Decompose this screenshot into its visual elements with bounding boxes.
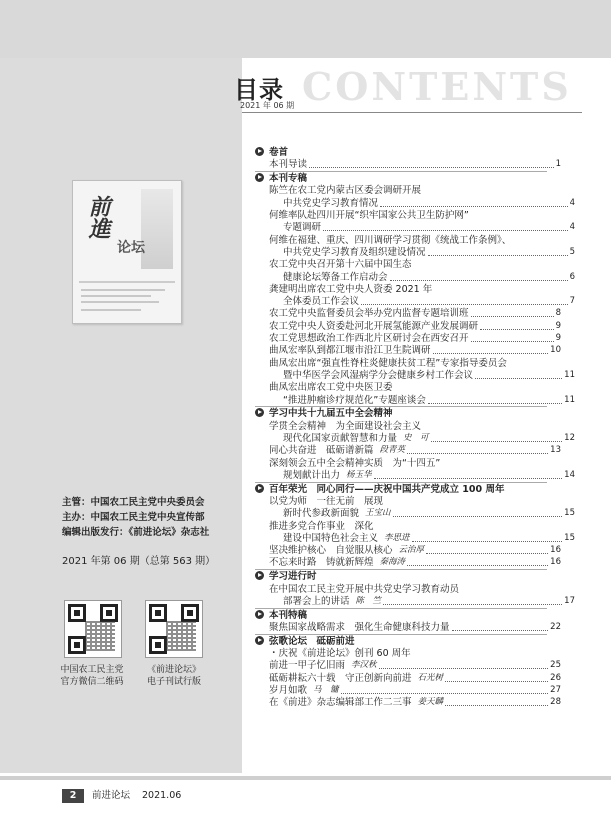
- entry-title: 曲凤宏出席农工党中央医卫委: [269, 382, 393, 394]
- entry-title: 中共党史学习教育及组织建设情况: [283, 246, 426, 258]
- toc-entry-line: [255, 184, 561, 197]
- ejournal-qr-caption: 《前进论坛》 电子刊试行版: [146, 665, 201, 687]
- dot-leader: [383, 595, 562, 605]
- entry-page-number: 26: [550, 672, 561, 683]
- entry-title: 农工党思想政治工作西北片区研讨会在西安召开: [269, 333, 469, 344]
- dot-leader: [475, 369, 562, 379]
- entry-author: 王宝山: [365, 508, 391, 519]
- entry-author: 马 镛: [313, 684, 339, 695]
- toc-entry[interactable]: [255, 394, 575, 407]
- entry-title: 现代化国家贡献智慧和力量: [283, 432, 398, 444]
- entry-title: 陈竺在农工党内蒙古区委会调研开展: [269, 185, 422, 197]
- toc-entry-line: [255, 495, 561, 508]
- toc-entry-line: [255, 258, 561, 271]
- entry-page-number: 4: [569, 222, 575, 233]
- entry-title: 前进一甲子忆旧雨: [269, 660, 346, 672]
- entry-page-number: 14: [564, 469, 575, 480]
- dot-leader: [445, 672, 548, 682]
- entry-page-number: 15: [564, 508, 575, 519]
- toc-entry[interactable]: [255, 544, 561, 557]
- entry-page-number: 9: [555, 320, 561, 331]
- entry-page-number: 9: [555, 333, 561, 343]
- entry-author: 杨玉华: [346, 469, 372, 480]
- toc-entry[interactable]: [255, 320, 561, 333]
- toc-section-heading: [255, 146, 547, 159]
- toc-entry[interactable]: [255, 696, 561, 709]
- entry-page-number: 6: [569, 271, 575, 282]
- entry-author: 秦海涛: [379, 557, 406, 568]
- top-band: [0, 0, 611, 58]
- entry-title: 不忘来时路 铸就新辉煌: [269, 557, 374, 569]
- dot-leader: [361, 295, 568, 305]
- toc-entry[interactable]: [255, 158, 561, 171]
- dot-leader: [431, 432, 563, 442]
- entry-title: 曲凤宏出席“强直性脊柱炎健康扶贫工程”专家指导委员会: [269, 357, 507, 369]
- entry-title: 本刊导读: [269, 159, 308, 171]
- toc-entry[interactable]: [255, 659, 561, 672]
- entry-title: 在《前进》杂志编辑部工作二三事: [269, 697, 412, 709]
- toc-section-heading: [255, 172, 547, 185]
- entry-title: 部署会上的讲话: [283, 595, 350, 607]
- dot-leader: [323, 221, 568, 231]
- entry-title: 学贯全会精神 为全面建设社会主义: [269, 420, 422, 432]
- entry-page-number: 8: [555, 308, 561, 319]
- entry-title: 推进多党合作事业 深化: [269, 520, 374, 532]
- contents-title-zh: 目录: [234, 76, 284, 104]
- toc-section-heading: [255, 635, 547, 648]
- section-arrow-icon: [255, 636, 264, 645]
- dot-leader: [341, 684, 549, 694]
- entry-page-number: 16: [550, 545, 561, 556]
- entry-author: 石光树: [417, 672, 444, 683]
- entry-page-number: 13: [550, 445, 561, 456]
- dot-leader: [393, 507, 563, 517]
- entry-author: 史 可: [403, 432, 429, 443]
- dot-leader: [452, 621, 549, 631]
- toc-entry-line: [255, 381, 561, 394]
- toc-entry[interactable]: [255, 621, 561, 634]
- ejournal-qr-code: [145, 600, 203, 658]
- dot-leader: [407, 556, 548, 566]
- title-divider: [242, 112, 582, 113]
- toc-entry-line: [255, 209, 561, 222]
- toc-section-heading: [255, 483, 547, 496]
- toc-entry[interactable]: [255, 307, 561, 320]
- toc-entry-line: [255, 283, 561, 296]
- cover-logo-sub: 论坛: [117, 240, 145, 256]
- toc-entry-line: [255, 583, 561, 596]
- toc-entry[interactable]: [255, 369, 575, 382]
- issue-label: 2021 年 06 期: [240, 101, 295, 110]
- wechat-qr-caption: 中国农工民主党 官方微信二维码: [60, 665, 124, 687]
- toc-entry-line: [255, 420, 561, 433]
- entry-title: ・庆祝《前进论坛》创刊 60 周年: [269, 648, 411, 659]
- entry-title: 暨中华医学会风湿病学分会健康乡村工作会议: [283, 369, 474, 381]
- entry-title: 坚决维护核心 自觉服从核心: [269, 545, 393, 557]
- entry-page-number: 28: [550, 697, 561, 708]
- entry-title: 农工党中央监督委员会举办党内监督专题培训班: [269, 308, 469, 320]
- dot-leader: [374, 469, 563, 479]
- dot-leader: [426, 544, 548, 554]
- toc-entry[interactable]: [255, 271, 575, 284]
- entry-title: 砥砺耕耘六十载 守正创新向前进: [269, 672, 412, 684]
- toc-entry[interactable]: [255, 595, 575, 608]
- dot-leader: [428, 394, 562, 404]
- toc-entry[interactable]: [255, 444, 561, 457]
- toc-entry[interactable]: [255, 432, 575, 445]
- entry-page-number: 15: [564, 532, 575, 543]
- wechat-qr-code: [64, 600, 122, 658]
- toc-entry[interactable]: [255, 672, 561, 685]
- dot-leader: [390, 271, 568, 281]
- credit-publisher: 编辑出版发行：《前进论坛》杂志社: [62, 527, 210, 538]
- dot-leader: [309, 158, 554, 168]
- entry-page-number: 10: [550, 345, 561, 356]
- entry-title: 专题调研: [283, 222, 322, 234]
- entry-title: 以党为师 一往无前 展现: [269, 495, 384, 507]
- toc-entry[interactable]: [255, 507, 575, 520]
- credit-sponsor: 主办：中国农工民主党中央宣传部: [62, 512, 205, 523]
- section-title: 弦歌论坛 砥砺前进: [269, 635, 355, 647]
- section-title: 学习进行时: [269, 571, 317, 583]
- entry-page-number: 4: [569, 197, 575, 208]
- section-arrow-icon: [255, 571, 264, 580]
- entry-title: 曲凤宏率队到都江堰市沿江卫生院调研: [269, 345, 431, 357]
- footer-date: 2021.06: [142, 790, 182, 801]
- toc-entry[interactable]: [255, 556, 561, 569]
- entry-page-number: 5: [569, 246, 575, 257]
- toc-entry[interactable]: [255, 221, 575, 234]
- dot-leader: [379, 659, 549, 669]
- entry-page-number: 11: [564, 394, 575, 405]
- dot-leader: [433, 344, 549, 354]
- toc-entry[interactable]: [255, 197, 575, 210]
- dot-leader: [407, 444, 548, 454]
- issue-info: 2021 年第 06 期（总第 563 期）: [62, 556, 216, 567]
- entry-title: 农工党中央人资委赴河北开展氢能源产业发展调研: [269, 320, 479, 332]
- dot-leader: [480, 320, 554, 330]
- dot-leader: [412, 532, 563, 542]
- toc-entry[interactable]: [255, 295, 575, 308]
- toc-entry-line: [255, 520, 561, 533]
- toc-entry[interactable]: [255, 532, 575, 545]
- toc-entry[interactable]: [255, 684, 561, 697]
- entry-page-number: 27: [550, 684, 561, 695]
- entry-title: 聚焦国家战略需求 强化生命健康科技力量: [269, 621, 450, 633]
- section-title: 百年荣光 同心同行——庆祝中国共产党成立 100 周年: [269, 483, 505, 495]
- entry-title: 同心共奋进 砥砺谱新篇: [269, 445, 374, 457]
- entry-title: 全体委员工作会议: [283, 296, 360, 308]
- entry-title: 龚建明出席农工党中央人资委 2021 年: [269, 283, 433, 295]
- entry-page-number: 7: [569, 296, 575, 307]
- contents-title-en: CONTENTS: [302, 64, 572, 109]
- toc-entry-line: [255, 357, 561, 370]
- footer-rule: [0, 776, 611, 780]
- section-arrow-icon: [255, 484, 264, 493]
- publisher-credits: [62, 495, 209, 540]
- footer-page-number: 2: [62, 789, 84, 803]
- dot-leader: [471, 307, 554, 317]
- cover-logo: 前進: [85, 195, 111, 239]
- cover-image: [141, 189, 173, 269]
- toc-entry-line: [255, 234, 561, 247]
- entry-page-number: 11: [564, 369, 575, 380]
- entry-author: 陈 竺: [355, 595, 382, 606]
- section-title: 本刊特稿: [269, 609, 308, 621]
- section-title: 本刊专稿: [269, 173, 308, 185]
- entry-title: 中共党史学习教育情况: [283, 197, 379, 209]
- entry-page-number: 17: [564, 595, 575, 606]
- section-arrow-icon: [255, 610, 264, 619]
- entry-page-number: 25: [550, 660, 561, 671]
- entry-page-number: 22: [550, 621, 561, 632]
- toc-section-heading: [255, 570, 547, 583]
- toc-entry[interactable]: [255, 332, 561, 345]
- entry-page-number: 16: [550, 557, 561, 568]
- entry-page-number: 12: [564, 432, 575, 443]
- magazine-cover-thumbnail: [72, 180, 182, 324]
- footer-magazine-name: 前进论坛: [92, 790, 131, 801]
- entry-title: 岁月如歌: [269, 684, 308, 696]
- entry-title: 何维在福建、重庆、四川调研学习贯彻《统战工作条例》、: [269, 234, 512, 246]
- toc-entry-line: [255, 457, 561, 470]
- toc-entry[interactable]: [255, 246, 575, 259]
- entry-title: 农工党中央召开第十六届中国生态: [269, 259, 412, 271]
- dot-leader: [428, 246, 568, 256]
- entry-title: 在中国农工民主党开展中共党史学习教育动员: [269, 583, 460, 595]
- section-title: 学习中共十九届五中全会精神: [269, 408, 393, 420]
- entry-page-number: 1: [555, 159, 561, 170]
- entry-title: 深刻领会五中全会精神实质 为“十四五”: [269, 457, 441, 469]
- dot-leader: [471, 332, 554, 342]
- toc-section-heading: [255, 407, 547, 420]
- toc-entry-line: [255, 647, 561, 660]
- section-arrow-icon: [255, 408, 264, 417]
- dot-leader: [380, 197, 568, 207]
- section-arrow-icon: [255, 173, 264, 182]
- entry-title: 建设中国特色社会主义: [283, 532, 379, 544]
- entry-author: 云治厚: [398, 545, 425, 556]
- entry-author: 段青英: [379, 445, 406, 456]
- entry-title: 新时代参政新面貌: [283, 508, 360, 520]
- entry-author: 姜天麟: [417, 697, 444, 708]
- toc-entry[interactable]: [255, 469, 575, 482]
- dot-leader: [445, 696, 548, 706]
- section-arrow-icon: [255, 147, 264, 156]
- entry-title: “推进肿瘤诊疗规范化”专题座谈会: [283, 394, 426, 406]
- entry-author: 李思进: [384, 532, 410, 543]
- credit-supervisor: 主管：中国农工民主党中央委员会: [62, 497, 205, 508]
- entry-title: 健康论坛筹备工作启动会: [283, 271, 388, 283]
- section-title: 卷首: [269, 147, 289, 158]
- toc-entry[interactable]: [255, 344, 561, 357]
- toc-section-heading: [255, 609, 547, 622]
- entry-author: 李汉秋: [351, 660, 377, 671]
- entry-title: 何维率队赴四川开展“织牢国家公共卫生防护网”: [269, 210, 469, 221]
- entry-title: 规划献计出力: [283, 469, 341, 481]
